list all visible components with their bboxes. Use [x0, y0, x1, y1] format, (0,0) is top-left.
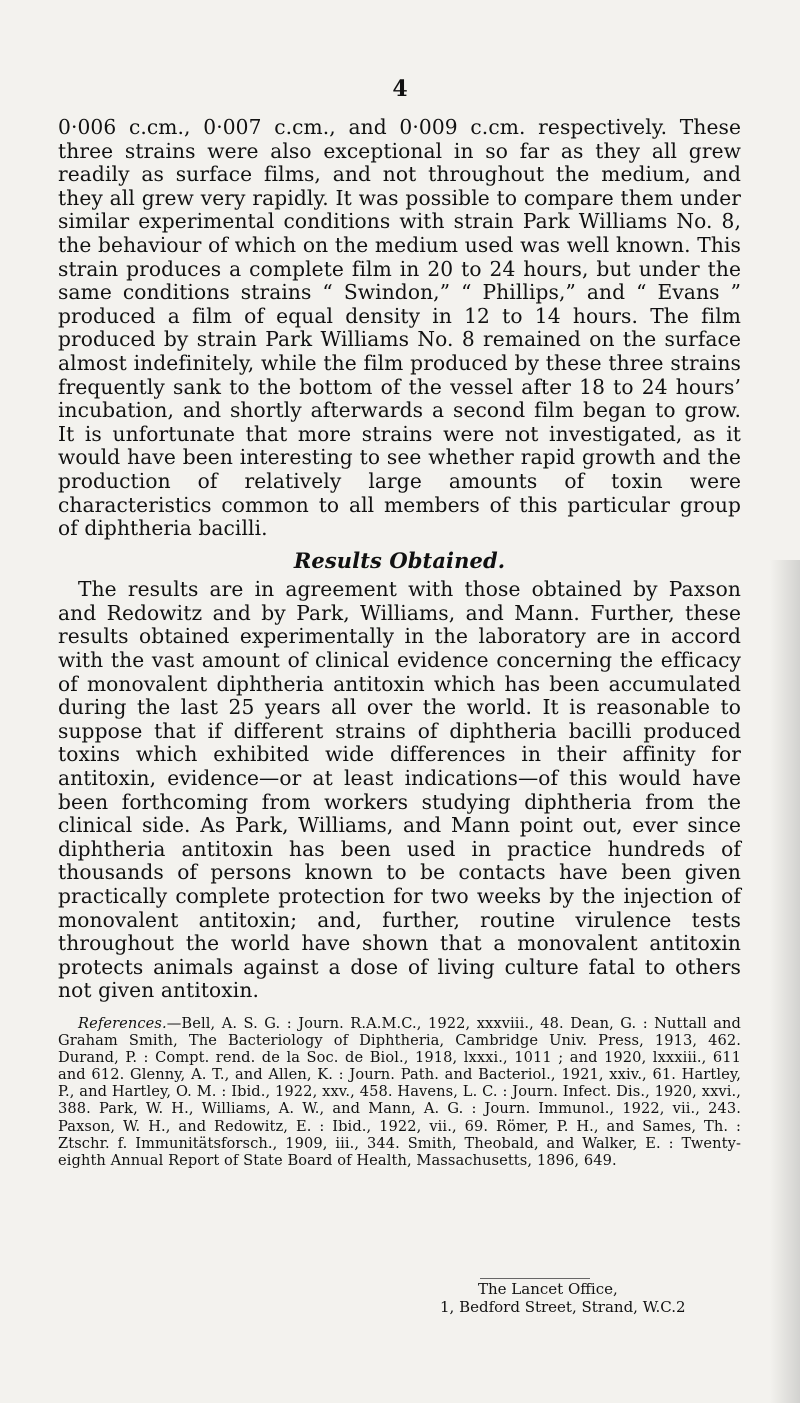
page-number: 4: [392, 76, 408, 102]
references-block: [58, 1015, 741, 1169]
references-label: References.: [78, 1014, 167, 1032]
office-street: 1, Bedford Street, Strand, W.C.2: [440, 1298, 686, 1316]
divider-rule: [480, 1278, 590, 1279]
paragraph-continued: 0·006 c.cm., 0·007 c.cm., and 0·009 c.cm. respectively. These three strains were also exceptional in so far as they all grew readily as surface films, and not throughout the medium, and they all grew very rapidly. It was possible to compare them under similar experimental conditions with strain Park Williams No. 8, the behaviour of which on the medium used was well known. This strain produces a complete film in 20 to 24 hours, but under the same conditions strains “ Swindon,” “ Phillips,” and “ Evans ” produced a film of equal density in 12 to 14 hours. The film produced by strain Park Williams No. 8 remained on the surface almost indefinitely, while the film produced by these three strains frequently sank to the bottom of the vessel after 18 to 24 hours’ incubation, and shortly afterwards a second film began to grow. It is unfortunate that more strains were not investigated, as it would have been interesting to see whether rapid growth and the production of relatively large amounts of toxin were characteristics common to all members of this particular group of diphtheria bacilli.: [58, 115, 741, 541]
office-name: The Lancet Office,: [478, 1280, 618, 1298]
article-body: [58, 116, 741, 1169]
office-address: [440, 1278, 740, 1316]
page-edge-shadow: [770, 560, 800, 1403]
section-heading: Results Obtained.: [293, 547, 506, 573]
references-text: —Bell, A. S. G. : Journ. R.A.M.C., 1922, xxxviii., 48. Dean, G. : Nuttall and Graham Smith, The Bacteriology of Diphtheria, Cambridge Univ. Press, 1913, 462. Durand, P. : Compt. rend. de la Soc. de Biol., 1918, lxxxi., 1011 ; and 1920, lxxxiii., 611 and 612. Glenny, A. T., and Allen, K. : Journ. Path. and Bacteriol., 1921, xxiv., 61. Hartley, P., and Hartley, O. M. : Ibid., 1922, xxv., 458. Havens, L. C. : Journ. Infect. Dis., 1920, xxvi., 388. Park, W. H., Williams, A. W., and Mann, A. G. : Journ. Immunol., 1922, vii., 243. Paxson, W. H., and Redowitz, E. : Ibid., 1922, vii., 69. Römer, P. H., and Sames, Th. : Ztschr. f. Immunitätsforsch., 1909, iii., 344. Smith, Theobald, and Walker, E. : Twenty-eighth Annual Report of State Board of Health, Massachusetts, 1896, 649.: [58, 1014, 741, 1169]
paragraph-results: The results are in agreement with those obtained by Paxson and Redowitz and by Park, Williams, and Mann. Further, these results obtained experimentally in the laboratory are in accord with the vast amount of clinical evidence concerning the efficacy of monovalent diphtheria antitoxin which has been accumulated during the last 25 years all over the world. It is reasonable to suppose that if different strains of diphtheria bacilli produced toxins which exhibited wide differences in their affinity for antitoxin, evidence—or at least indications—of this would have been forthcoming from workers studying diphtheria from the clinical side. As Park, Williams, and Mann point out, ever since diphtheria antitoxin has been used in practice hundreds of thousands of persons known to be contacts have been given practically complete protection for two weeks by the injection of monovalent antitoxin; and, further, routine virulence tests throughout the world have shown that a monovalent antitoxin protects animals against a dose of living culture fatal to others not given antitoxin.: [58, 577, 741, 1003]
